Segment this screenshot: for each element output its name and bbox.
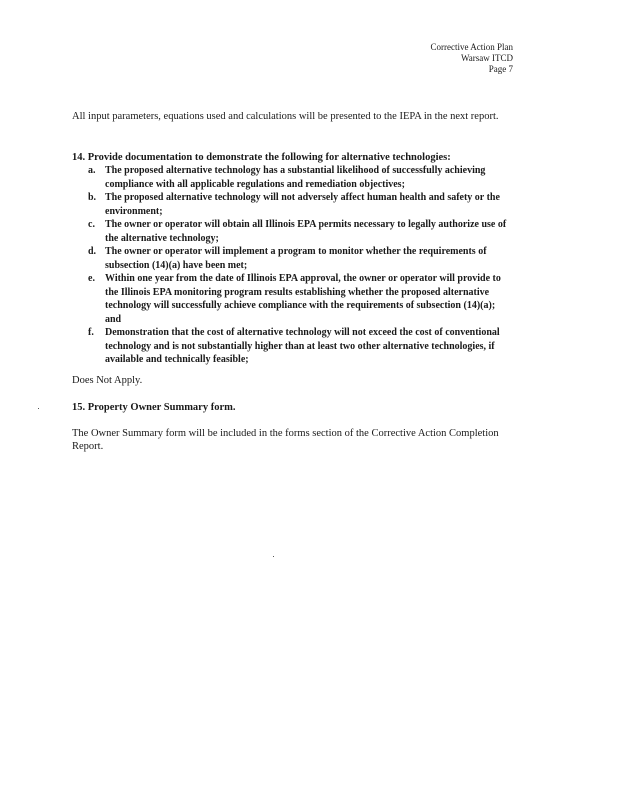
intro-paragraph: All input parameters, equations used and calculations will be presented to the IEPA in the next report. — [72, 111, 499, 122]
list-item — [72, 272, 512, 326]
question-14-list — [72, 164, 512, 367]
list-item-text: Demonstration that the cost of alternative technology will not exceed the cost of conventional technology and is not substantially higher than at least two other alternative technologies, if available and technically feasible; — [105, 327, 500, 365]
header-document-title: Corrective Action Plan — [430, 42, 513, 52]
list-item-text: The owner or operator will obtain all Illinois EPA permits necessary to legally authorize use of the alternative technology; — [105, 219, 507, 244]
list-item — [72, 164, 512, 191]
scan-speck — [38, 408, 39, 409]
list-item — [72, 245, 512, 272]
list-item-text: The proposed alternative technology will not adversely affect human health and safety or the environment; — [105, 192, 500, 217]
question-14-response: Does Not Apply. — [72, 375, 143, 386]
list-marker: d. — [88, 246, 97, 257]
closing-paragraph: The Owner Summary form will be included in the forms section of the Corrective Action Completion Report. — [72, 428, 499, 452]
list-item-text: Within one year from the date of Illinois EPA approval, the owner or operator will provide to the Illinois EPA monitoring program results establishing whether the proposed alternative technology will successfully achieve compliance with the requirements of subsection (14)(a); and — [105, 273, 501, 325]
list-marker: e. — [88, 273, 95, 284]
list-item — [72, 218, 512, 245]
list-marker: a. — [88, 165, 96, 176]
scan-speck — [273, 556, 274, 557]
list-item — [72, 191, 512, 218]
header-page-number: Page 7 — [488, 64, 513, 74]
list-item — [72, 326, 512, 367]
question-15-heading: 15. Property Owner Summary form. — [72, 402, 236, 413]
list-item-text: The owner or operator will implement a program to monitor whether the requirements of subsection (14)(a) have been met; — [105, 246, 487, 271]
page-header — [431, 42, 513, 75]
list-marker: f. — [88, 327, 94, 338]
list-marker: c. — [88, 219, 95, 230]
header-site-name: Warsaw ITCD — [460, 53, 513, 63]
list-marker: b. — [88, 192, 97, 203]
question-14-heading: 14. Provide documentation to demonstrate the following for alternative technologies: — [72, 152, 451, 163]
list-item-text: The proposed alternative technology has a substantial likelihood of successfully achieving compliance with all applicable regulations and remediation objectives; — [105, 165, 486, 190]
